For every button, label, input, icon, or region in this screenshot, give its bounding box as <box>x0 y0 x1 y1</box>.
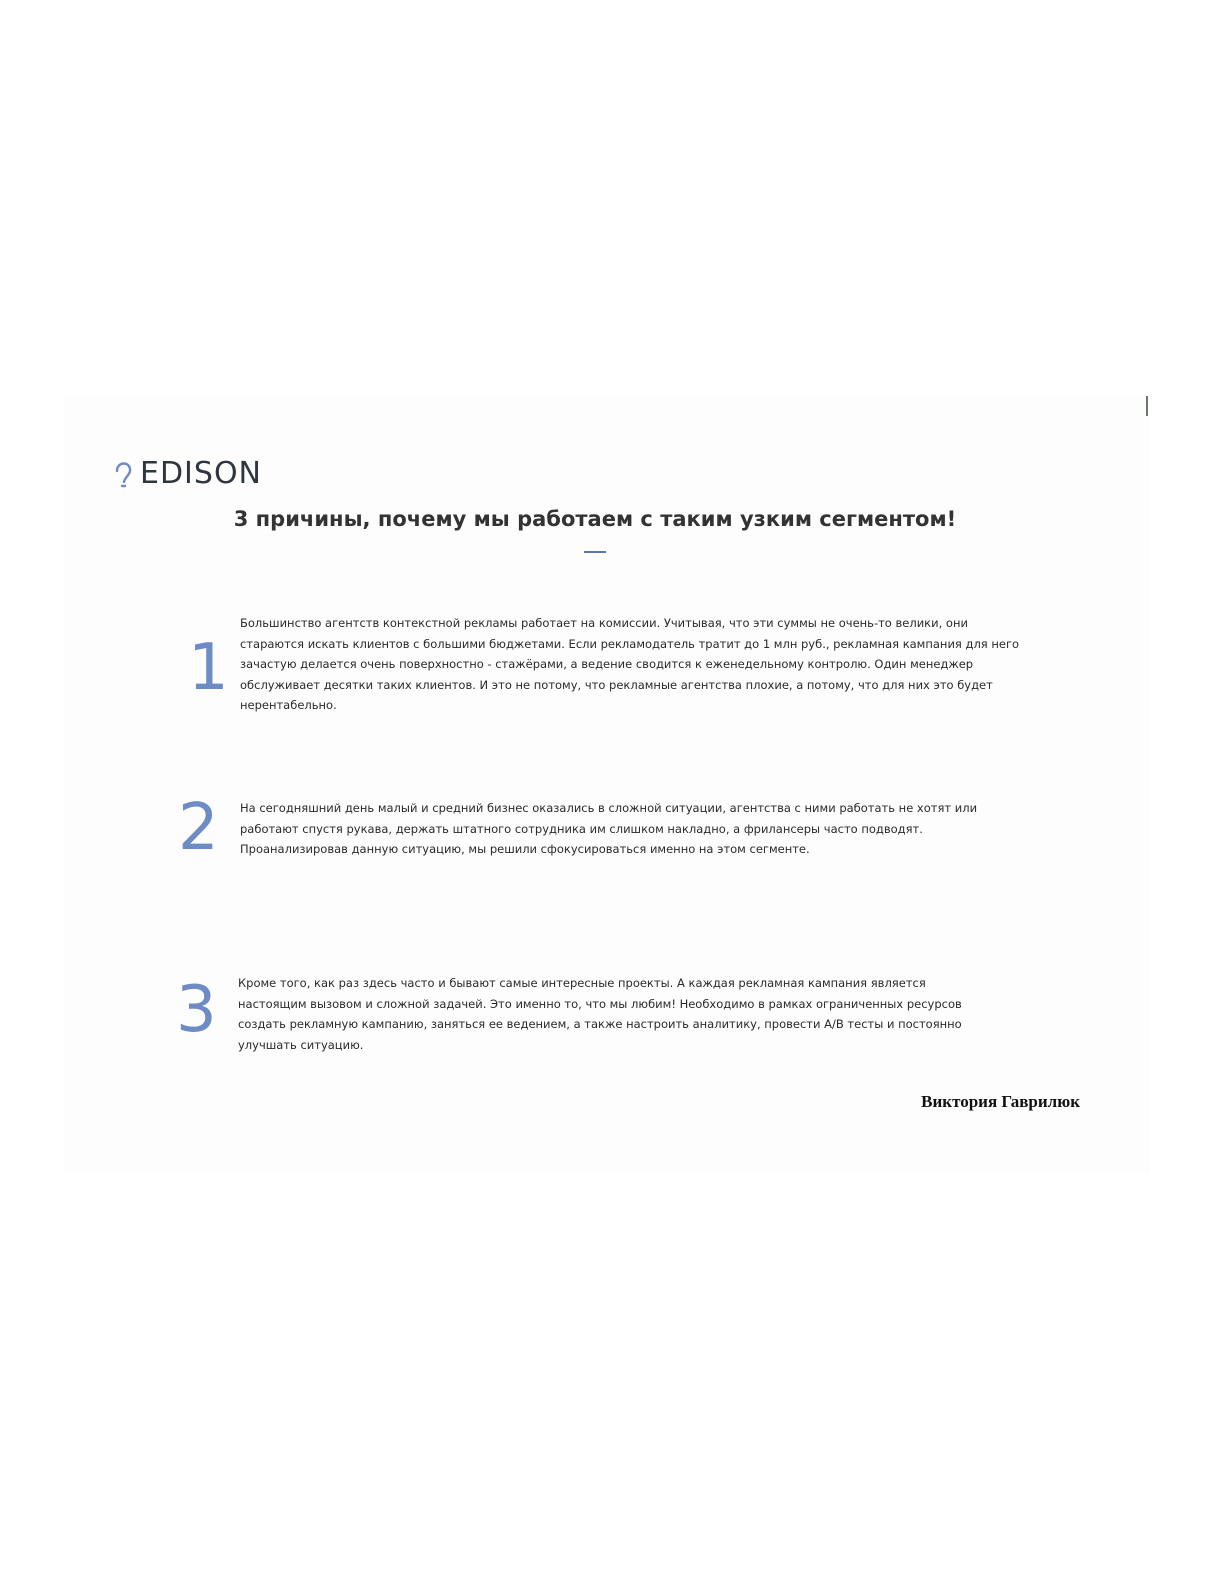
signature: Виктория Гаврилюк <box>921 1092 1080 1111</box>
scan-artifact-mark <box>1146 396 1148 416</box>
reason-text: Большинство агентств контекстной рекламы работает на комиссии. Учитывая, что эти суммы не очень-то велики, они стараются искать клиентов с большими бюджетами. Если рекламодатель тратит до 1 млн руб., рекламная кампания для него зачастую делается очень поверхностно - стажёрами, а ведение сводится к еженедельному контролю. Один менеджер обслуживает десятки таких клиентов. И это не потому, что рекламные агентства плохие, а потому, что для них это будет нерентабельно. <box>240 616 1020 712</box>
title-underline <box>584 551 606 553</box>
logo <box>112 456 262 491</box>
reason-number: 1 <box>188 631 229 705</box>
reason-text: На сегодняшний день малый и средний бизнес оказались в сложной ситуации, агентства с ними работать не хотят или работают спустя рукава, держать штатного сотрудника им слишком накладно, а фрилансеры часто подводят. Проанализировав данную ситуацию, мы решили сфокусироваться именно на этом сегменте. <box>240 801 978 856</box>
reason-text: Кроме того, как раз здесь часто и бывают самые интересные проекты. А каждая рекламная кампания является настоящим вызовом и сложной задачей. Это именно то, что мы любим! Необходимо в рамках ограниченных ресурсов создать рекламную кампанию, заняться ее ведением, а также настроить аналитику, провести А/В тесты и постоянно улучшать ситуацию. <box>238 976 962 1052</box>
reason-number: 2 <box>178 791 219 865</box>
reason-number: 3 <box>176 973 217 1047</box>
lightbulb-icon <box>112 457 134 491</box>
page-title: 3 причины, почему мы работаем с таким узким сегментом! <box>233 507 957 531</box>
logo-text: EDISON <box>140 456 263 491</box>
